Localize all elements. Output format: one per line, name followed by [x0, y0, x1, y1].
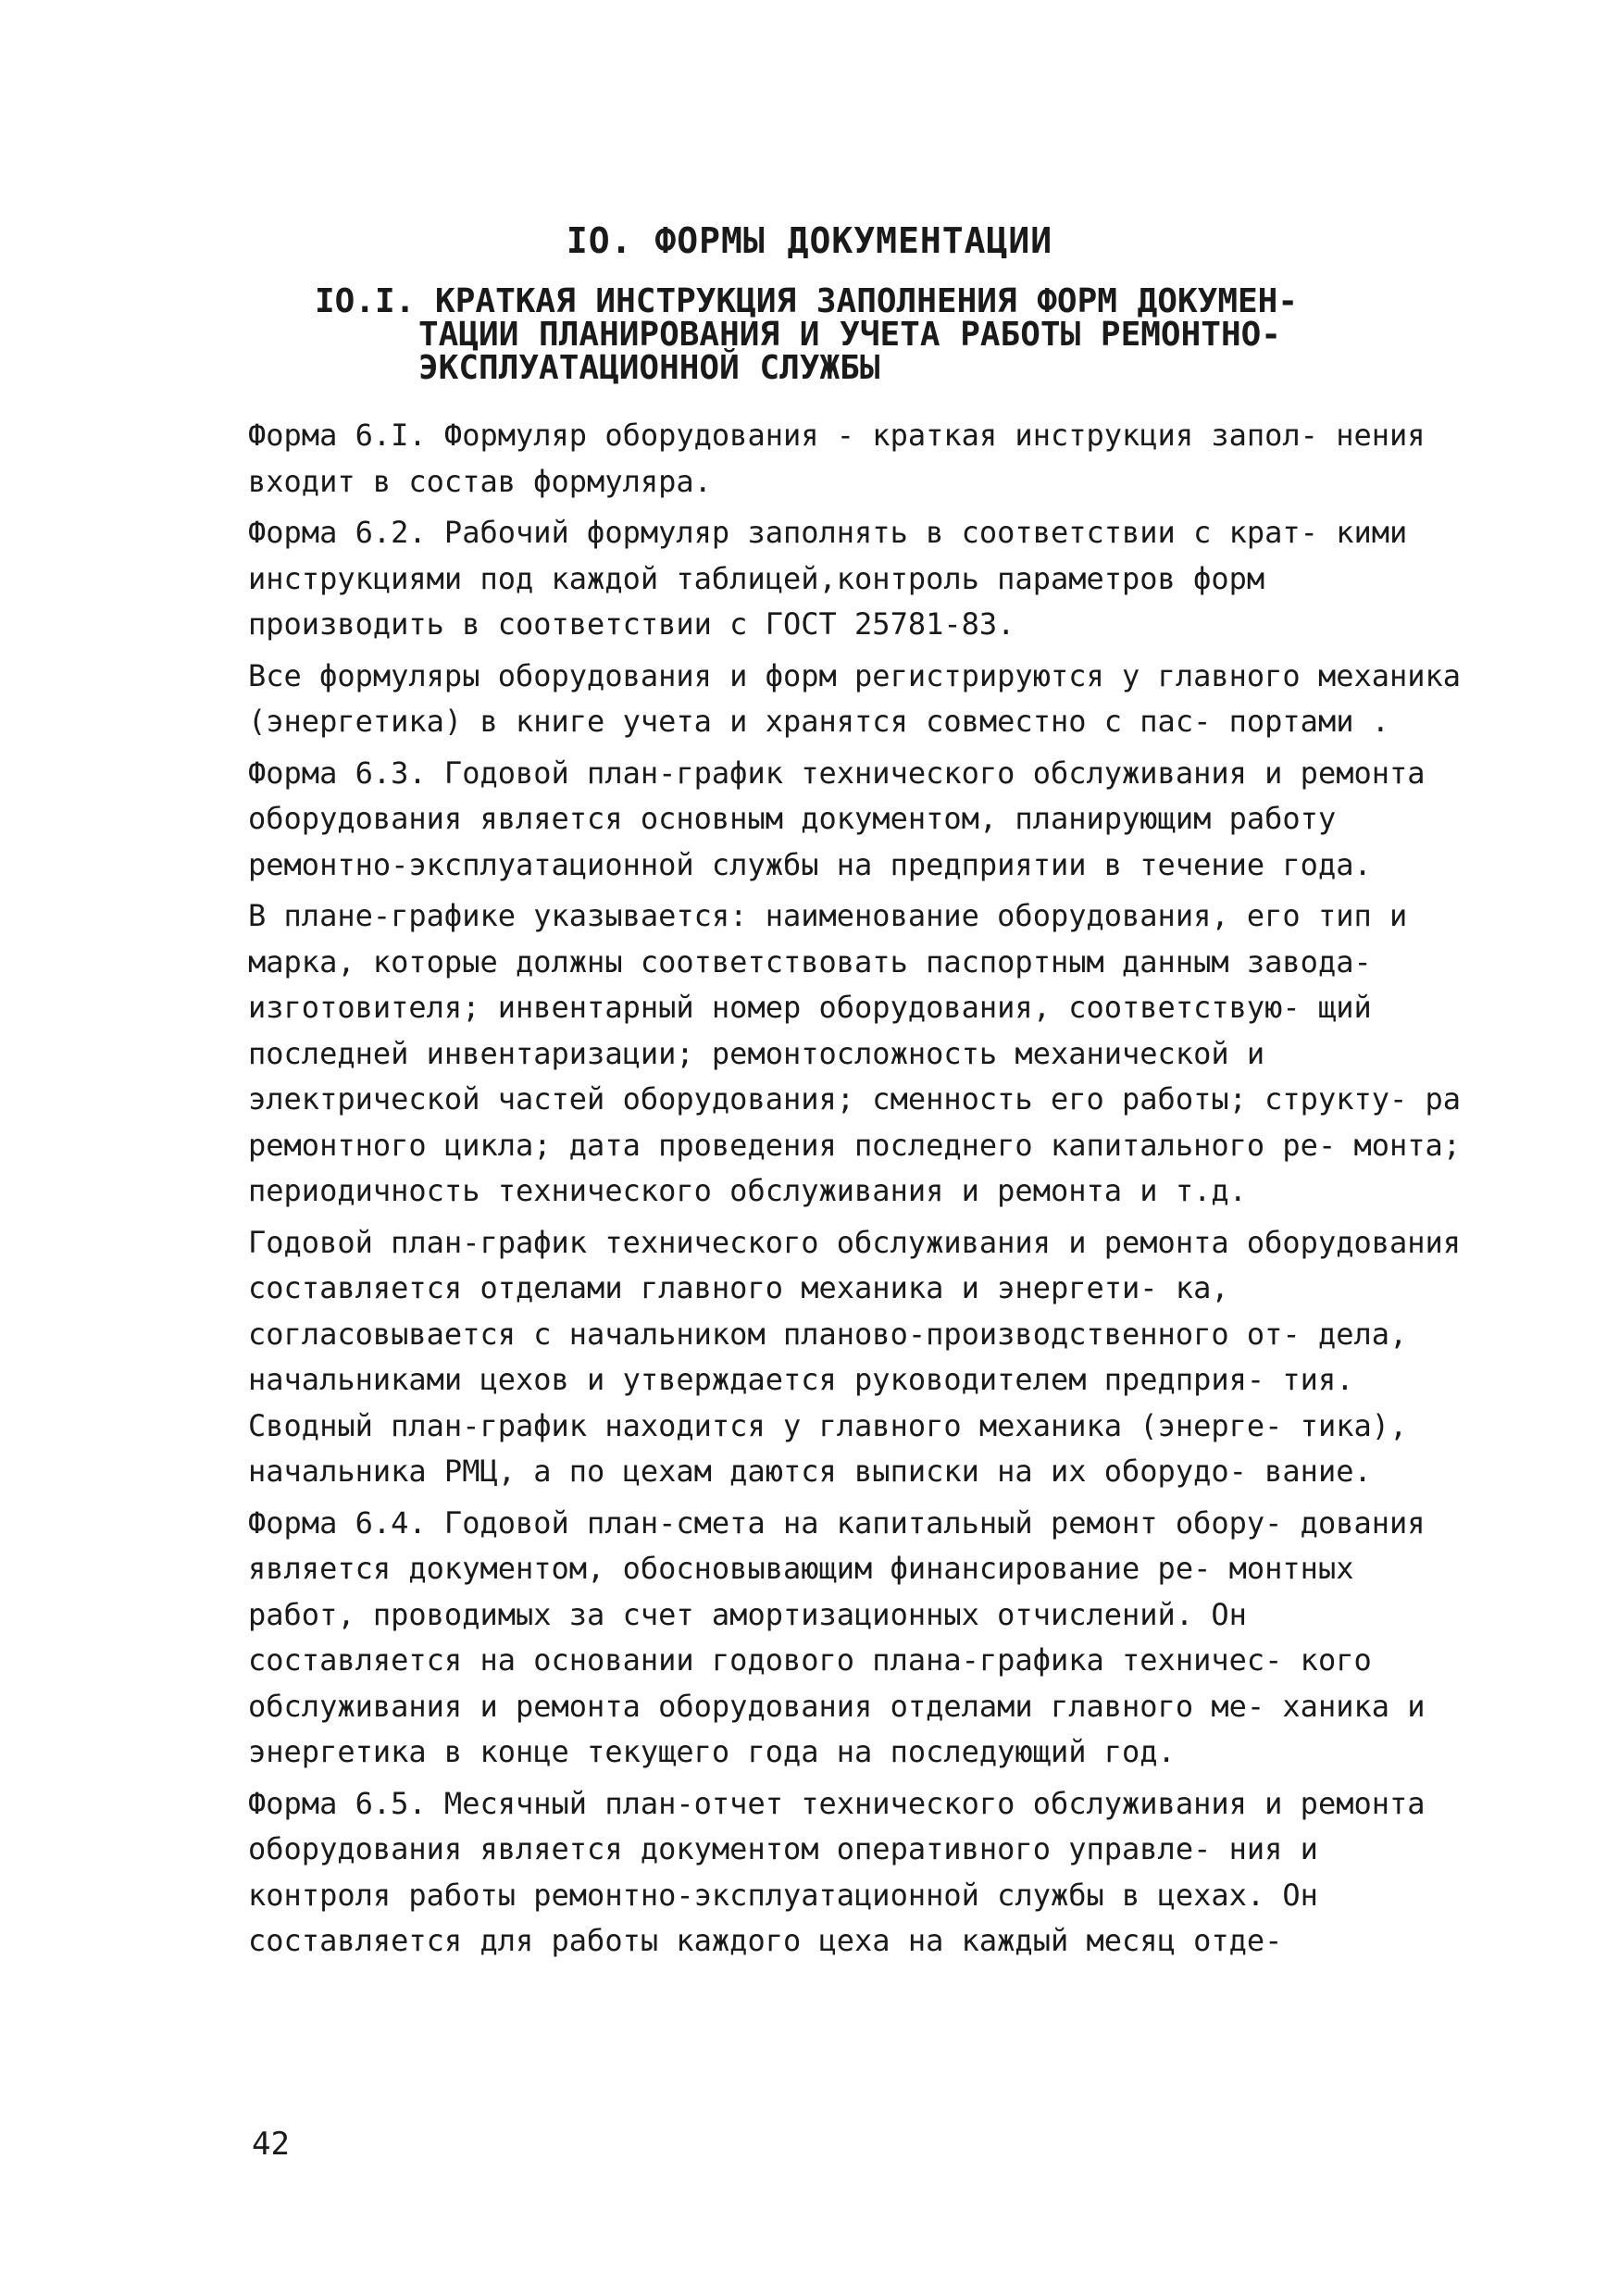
paragraph-plan-contents	[248, 893, 1463, 1215]
section-heading: IO. ФОРМЫ ДОКУМЕНТАЦИИ	[566, 220, 1053, 261]
text-line: тип и марка, которые должны соответствовать паспортным данным	[248, 898, 1408, 980]
paragraph-form-6-5	[248, 1781, 1463, 1965]
text-line: монта; периодичность технического обслуживания и ремонта и т.д.	[248, 1127, 1462, 1208]
text-line: дела, начальниками цехов и утверждается руководителем предприя-	[248, 1316, 1408, 1397]
paragraph-registration	[248, 654, 1463, 745]
paragraph-form-6-4	[248, 1501, 1463, 1776]
paragraph-form-6-2	[248, 510, 1463, 648]
text-line: работу ремонтно-эксплуатационной службы на предприятии в течение	[248, 801, 1337, 882]
subsection-heading-line: ЭКСПЛУАТАЦИОННОЙ СЛУЖБЫ	[418, 349, 880, 387]
text-line: монтных работ, проводимых за счет амортизационных отчислений.	[248, 1551, 1354, 1632]
text-line: нения входит в состав формуляра.	[248, 418, 1426, 499]
text-line: оборудования составляется отделами главного механика и энергети-	[248, 1224, 1462, 1305]
subsection-heading-line: IO.I. КРАТКАЯ ИНСТРУКЦИЯ ЗАПОЛНЕНИЯ ФОРМ ДОКУМЕН-	[315, 282, 1299, 320]
text-line: и ремонта оборудования является документом оперативного управле-	[248, 1785, 1426, 1866]
text-line: Форма 6.2. Рабочий формуляр заполнять в соответствии с крат-	[248, 515, 1318, 550]
text-line: Он составляется для работы каждого цеха на каждый месяц отде-	[248, 1877, 1318, 1958]
text-line: тия. Сводный план-график находится у главного механика (энерге-	[248, 1362, 1354, 1443]
text-line: Все формуляры оборудования и форм регистрируются у главного	[248, 657, 1301, 693]
text-line: завода-изготовителя; инвентарный номер оборудования, соответствую-	[248, 943, 1372, 1025]
page-number: 42	[252, 2126, 290, 2163]
text-line: Форма 6.3. Годовой план-график технического обслуживания	[248, 755, 1247, 791]
text-line: производить в соответствии с ГОСТ 25781-83.	[248, 606, 1015, 642]
text-line: тика), начальника РМЦ, а по цехам даются выписки на их оборудо-	[248, 1407, 1408, 1489]
text-line: года.	[1282, 846, 1372, 882]
text-line: ра ремонтного цикла; дата проведения последнего капитального ре-	[248, 1081, 1462, 1163]
text-line: щий последней инвентаризации; ремонтосложность механической и	[248, 990, 1372, 1071]
text-line: ния и контроля работы ремонтно-эксплуатационной службы в цехах.	[248, 1831, 1318, 1913]
paragraph-plan-approval	[248, 1220, 1463, 1495]
text-line: электрической частей оборудования; сменность его работы; структу-	[248, 1081, 1408, 1117]
subsection-heading-line: ТАЦИИ ПЛАНИРОВАНИЯ И УЧЕТА РАБОТЫ РЕМОНТНО-	[418, 316, 1281, 354]
text-line: ка, согласовывается с начальником планово-производственного от-	[248, 1270, 1301, 1352]
paragraph-form-6-1	[248, 413, 1463, 505]
paragraph-form-6-3	[248, 751, 1463, 889]
text-line: вание.	[1264, 1454, 1372, 1489]
text-line: Он составляется на основании годового плана-графика техничес-	[248, 1596, 1283, 1678]
text-line: Форма 6.5. Месячный план-отчет технического обслуживания	[248, 1785, 1247, 1821]
text-line: В плане-графике указывается: наименование оборудования, его	[248, 898, 1301, 933]
text-line: Форма 6.4. Годовой план-смета на капитальный ремонт обору-	[248, 1504, 1283, 1541]
text-line: портами .	[1228, 704, 1389, 739]
text-line: и ремонта оборудования является основным документом, планирующим	[248, 755, 1426, 836]
text-line: кими инструкциями под каждой таблицей,контроль параметров форм	[248, 515, 1408, 596]
text-line: ханика и энергетика в конце текущего года на последующий год.	[248, 1688, 1426, 1769]
text-line: дования является документом, обосновывающим финансирование ре-	[248, 1504, 1426, 1586]
text-line: Форма 6.I. Формуляр оборудования - краткая инструкция запол-	[248, 418, 1318, 453]
subsection-heading	[315, 282, 1333, 387]
text-line: механика (энергетика) в книге учета и хранятся совместно с пас-	[248, 657, 1462, 739]
body-text	[248, 413, 1463, 1970]
text-line: Годовой план-график технического обслуживания и ремонта	[248, 1224, 1229, 1260]
text-line: кого обслуживания и ремонта оборудования отделами главного ме-	[248, 1642, 1372, 1724]
